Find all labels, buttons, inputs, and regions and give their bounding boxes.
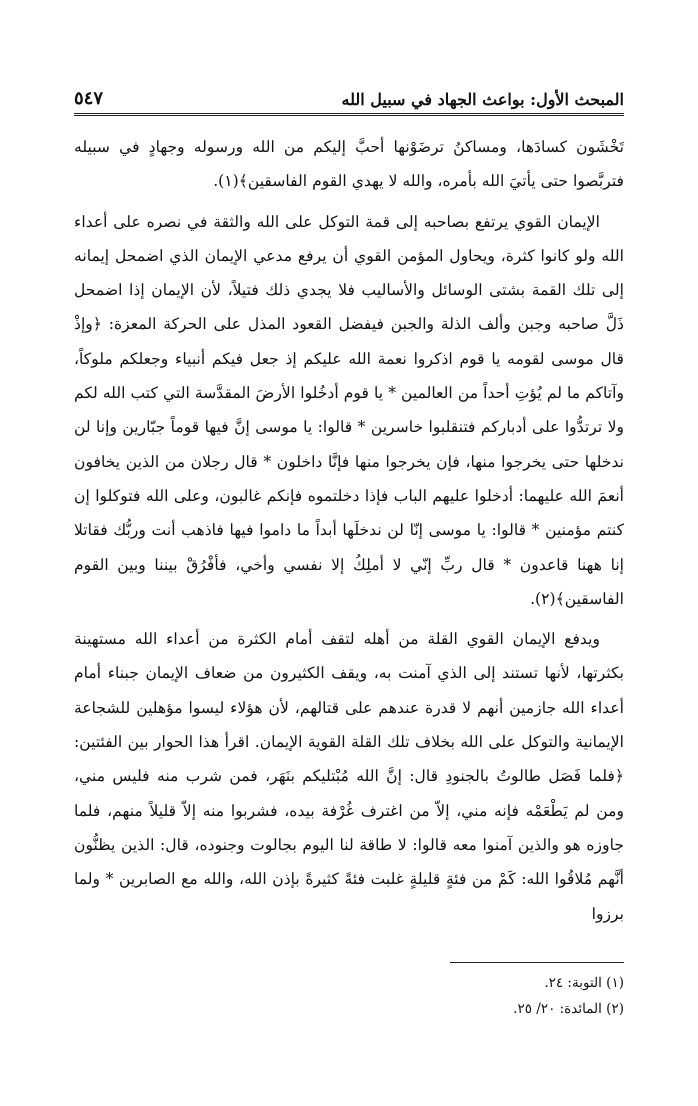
footnote-2: (٢) المائدة: ٢٠/ ٢٥. xyxy=(513,1001,624,1017)
footnote-separator xyxy=(450,962,624,963)
page-body xyxy=(74,130,624,931)
paragraph-2: الإيمان القوي يرتفع بصاحبه إلى قمة التوكل على الله والثقة في نصره على أعداء الله ولو كانوا كثرة، ويحاول المؤمن القوي أن يرفع مدعي الإيمان الذي اضمحل إيمانه إلى تلك القمة بشتى الوسائل والأساليب فلا يجدي ذلك فتيلاً، لأن الإيمان إذا اضمحل ذَلَّ صاحبه وجبن وألف الذلة والجبن فيفضل القعود المذل على الحركة المعزة: ﴿وإذْ قال موسى لقومه يا قوم اذكروا نعمة الله عليكم إذ جعل فيكم أنبياء وجعلكم ملوكاً، وآتاكم ما لم يُؤتِ أحداً من العالمين * يا قوم أدخُلوا الأرضَ المقدَّسة التي كتب الله لكم ولا ترتدُّوا على أدباركم فتنقلبوا خاسرين * قالوا: يا موسى إنَّ فيها قوماً جبّارين وإنا لن ندخلها حتى يخرجوا منها، فإن يخرجوا منها فإنَّا داخلون * قال رجلان من الذين يخافون أنعمَ الله عليهما: أدخلوا عليهم الباب فإذا دخلتموه فإنكم غالبون، وعلى الله فتوكلوا إن كنتم مؤمنين * قالوا: يا موسى إنّا لن ندخلَها أبداً ما داموا فيها فاذهب أنت وربُّك فقاتلا إنا ههنا قاعدون * قال ربِّ إنّي لا أملِكُ إلا نفسي وأخي، فأفْرُقْ بيننا وبين القوم الفاسقين﴾(٢). xyxy=(74,212,624,608)
paragraph-3: ويدفع الإيمان القوي القلة من أهله لتقف أمام الكثرة من أعداء الله مستهينة بكثرتها، لأنها تستند إلى الذي آمنت به، ويقف الكثيرون من ضعاف الإيمان جبناء أمام أعداء الله جازمين أنهم لا قدرة عندهم على قتالهم، لأن هؤلاء ليسوا مؤهلين للشجاعة الإيمانية والتوكل على الله بخلاف تلك القلة القوية الإيمان. اقرأ هذا الحوار بين الفئتين: ﴿فلما فَصَل طالوتُ بالجنودِ قال: إنَّ الله مُبْتليكم بنَهَر، فمن شرب منه فليس مني، ومن لم يَطْعَمْه فإنه مني، إلاّ من اغترف غُرْفة بيده، فشربوا منه إلاّ قليلاً منهم، فلما جاوزه هو والذين آمنوا معه قالوا: لا طاقة لنا اليوم بجالوت وجنوده، قال: الذين يظنُّون أنَّهم مُلاقُوا الله: كَمْ من فئةٍ قليلةٍ غلبت فئةً كثيرةً بإذن الله، والله مع الصابرين * ولما برزوا xyxy=(74,630,624,923)
page-number: ٥٤٧ xyxy=(74,88,104,109)
page-header xyxy=(74,80,624,116)
running-title: المبحث الأول: بواعث الجهاد في سبيل الله xyxy=(341,90,624,109)
footnotes xyxy=(74,970,624,1022)
paragraph-1: تَخْشَون كسادَها، ومساكنُ ترضَوْنها أحبَّ إليكم من الله ورسوله وجهادٍ في سبيله فتربَّصوا حتى يأتيَ الله بأمره، والله لا يهدي القوم الفاسقين﴾(١). xyxy=(74,138,624,191)
footnote-1: (١) التوبة: ٢٤. xyxy=(544,975,624,991)
